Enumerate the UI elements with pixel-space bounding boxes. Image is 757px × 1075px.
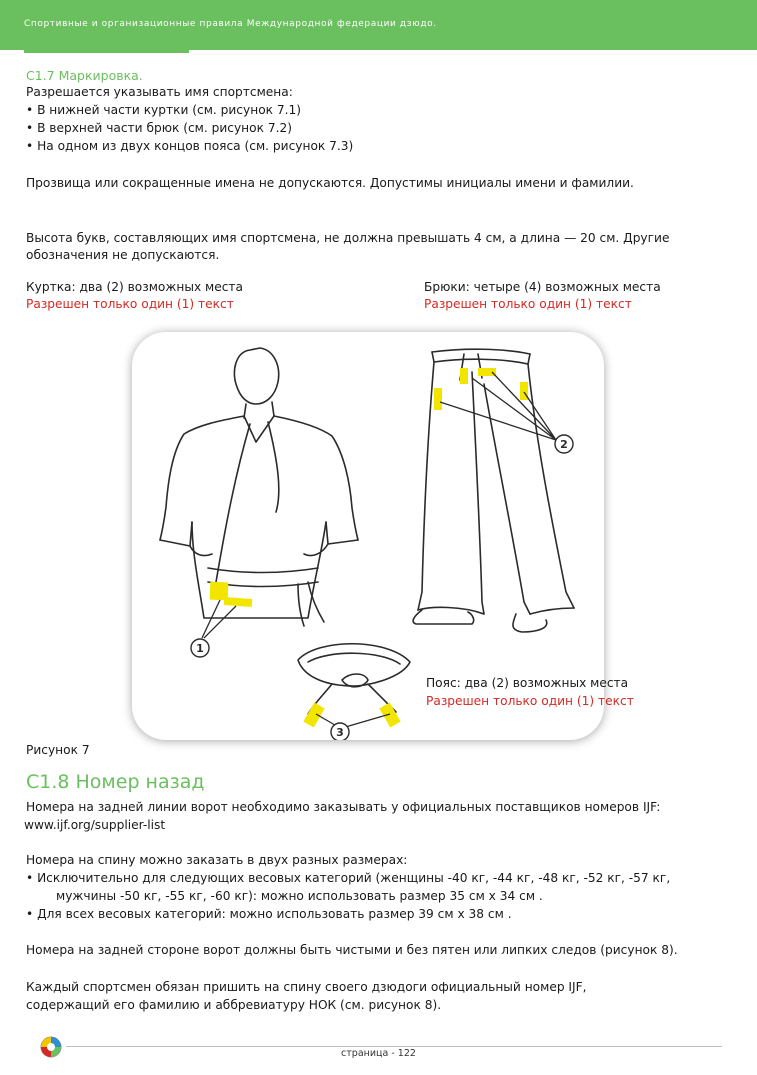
supplier-paragraph-line-1: Номера на задней линии ворот необходимо заказывать у официальных поставщиков номеров IJF: [26,800,661,814]
sizes-bullet-1-line-1: • Исключительно для следующих весовых категорий (женщины -40 кг, -44 кг, -48 кг, -52 кг, -57 кг, [26,871,671,885]
letter-height-line-2: обозначения не допускаются. [26,248,220,262]
sizes-bullet-2: • Для всех весовых категорий: можно использовать размер 39 см х 38 см . [26,907,512,921]
clean-numbers-paragraph: Номера на задней стороне ворот должны быть чистыми и без пятен или липких следов (рисунок 8). [26,943,678,957]
page-number: страница - 122 [341,1048,416,1059]
bullet-pants: • В верхней части брюк (см. рисунок 7.2) [26,121,292,135]
nicknames-paragraph: Прозвища или сокращенные имена не допускаются. Допустимы инициалы имени и фамилии. [26,176,634,190]
belt-note: Разрешен только один (1) текст [426,694,634,708]
supplier-link[interactable]: www.ijf.org/supplier-list [24,818,166,832]
pants-label: Брюки: четыре (4) возможных места [424,280,661,294]
section-c17-heading: C1.7 Маркировка. [26,68,143,83]
header-title: Спортивные и организационные правила Международной федерации дзюдо. [24,19,437,29]
sew-number-line-2: содержащий его фамилию и аббревиатуру НОК (см. рисунок 8). [26,998,442,1012]
sizes-bullet-1-line-2: мужчины -50 кг, -55 кг, -60 кг): можно использовать размер 35 см х 34 см . [56,889,543,903]
sew-number-line-1: Каждый спортсмен обязан пришить на спину своего дзюдоги официальный номер IJF, [26,980,587,994]
sizes-intro: Номера на спину можно заказать в двух разных размерах: [26,853,408,867]
bullet-jacket: • В нижней части куртки (см. рисунок 7.1) [26,103,302,117]
jacket-note: Разрешен только один (1) текст [26,297,234,311]
bullet-belt: • На одном из двух концов пояса (см. рисунок 7.3) [26,139,354,153]
section-c18-heading: C1.8 Номер назад [26,771,205,793]
jacket-label: Куртка: два (2) возможных места [26,280,243,294]
marker-2-label: 2 [560,438,568,451]
figure-7-caption: Рисунок 7 [26,743,90,757]
belt-label: Пояс: два (2) возможных места [426,676,629,690]
letter-height-line-1: Высота букв, составляющих имя спортсмена, не должна превышать 4 см, а длина — 20 см. Другие [26,231,670,245]
page-header [0,0,757,50]
section-c17-intro: Разрешается указывать имя спортсмена: [26,85,293,99]
pants-note: Разрешен только один (1) текст [424,297,632,311]
header-tab-accent [24,50,189,53]
marker-1-label: 1 [196,642,204,655]
marker-3-label: 3 [336,726,344,739]
footer-divider [66,1046,722,1047]
